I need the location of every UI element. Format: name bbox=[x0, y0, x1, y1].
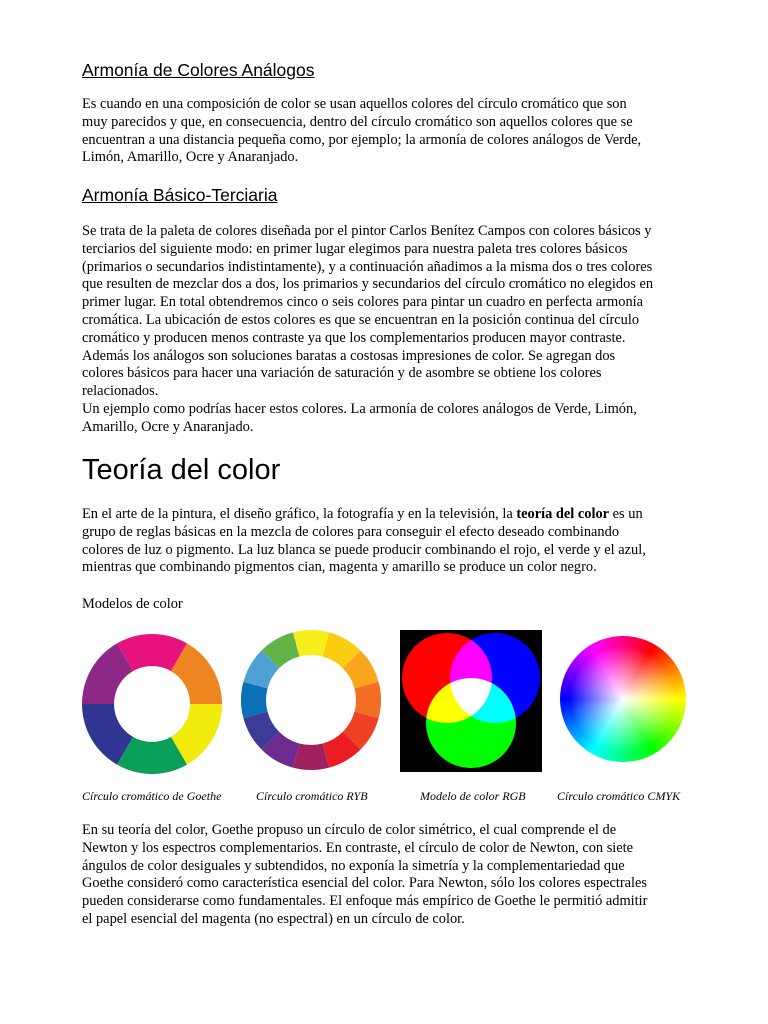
goethe-color-wheel bbox=[81, 633, 223, 775]
text-line: primer lugar. En total obtendremos cinco o seis colores para pintar un cuadro en perfecta armonía bbox=[82, 294, 644, 311]
text-line: cromática. La ubicación de estos colores es que se encuentran en la posición continua del círculo bbox=[82, 311, 640, 328]
text-line: Limón, Amarillo, Ocre y Anaranjado. bbox=[82, 149, 299, 166]
paragraph-analogos bbox=[82, 96, 702, 167]
text-line bbox=[82, 506, 702, 524]
text-line: Amarillo, Ocre y Anaranjado. bbox=[82, 418, 254, 435]
text-line: Un ejemplo como podrías hacer estos colores. La armonía de colores análogos de Verde, Limón, bbox=[82, 400, 637, 417]
wheel-segment bbox=[354, 682, 381, 718]
cmyk-color-wheel bbox=[560, 636, 686, 762]
page-title: Teoría del color bbox=[82, 454, 281, 486]
text-run: En el arte de la pintura, el diseño gráfico, la fotografía y en la televisión, la bbox=[82, 506, 517, 522]
text-line: En su teoría del color, Goethe propuso un círculo de color simétrico, el cual comprende el de bbox=[82, 822, 617, 838]
text-line: colores de luz o pigmento. La luz blanca se puede producir combinando el rojo, el verde y el azul, bbox=[82, 541, 646, 558]
heading-basico-terciaria: Armonía Básico-Terciaria bbox=[82, 185, 278, 205]
text-line: muy parecidos y que, en consecuencia, dentro del círculo cromático son aquellos colores que se bbox=[82, 113, 633, 130]
caption-cmyk: Círculo cromático CMYK bbox=[557, 789, 681, 803]
bold-term: teoría del color bbox=[516, 506, 610, 522]
text-line: Además los análogos son soluciones baratas a costosas impresiones de color. Se agregan dos bbox=[82, 347, 616, 364]
text-line: que resulten de mezclar dos a dos, los primarios y secundarios del círculo cromático no elegidos en bbox=[82, 276, 654, 293]
rgb-color-model bbox=[400, 630, 542, 772]
text-line: encuentran a una distancia pequeña como, por ejemplo; la armonía de colores análogos de Verde, bbox=[82, 131, 642, 148]
caption-goethe: Círculo cromático de Goethe bbox=[82, 789, 222, 803]
text-line: colores básicos para hacer una variación de saturación y de asombre se obtiene los colores bbox=[82, 365, 602, 382]
caption-ryb: Círculo cromático RYB bbox=[256, 789, 368, 803]
wheel-segment bbox=[241, 682, 268, 718]
text-line: Newton y los espectros complementarios. En contraste, el círculo de color de Newton, con siete bbox=[82, 839, 634, 856]
text-line: ángulos de color desiguales y subtendidos, no exponía la simetría y la complementariedad que bbox=[82, 857, 625, 874]
text-line: mientras que combinando pigmentos cian, magenta y amarillo se produce un color negro. bbox=[82, 559, 597, 576]
paragraph-basico-terciaria bbox=[82, 223, 702, 437]
text-line: pueden considerarse como fundamentales. El enfoque más empírico de Goethe le permitió admitir bbox=[82, 893, 648, 910]
text-line: (primarios o secundarios indistintamente), y a continuación añadimos a la misma dos o tres colores bbox=[82, 258, 653, 275]
paragraph-goethe-newton bbox=[82, 822, 702, 929]
ryb-color-wheel bbox=[240, 629, 382, 771]
models-label: Modelos de color bbox=[82, 596, 183, 612]
caption-rgb: Modelo de color RGB bbox=[420, 789, 526, 803]
text-line: grupo de reglas básicas en la mezcla de colores para conseguir el efecto deseado combinando bbox=[82, 523, 620, 540]
text-line: relacionados. bbox=[82, 383, 159, 400]
text-line: terciarios del siguiente modo: en primer lugar elegimos para nuestra paleta tres colores básicos bbox=[82, 240, 628, 257]
text-line: cromático y producen menos contraste ya que los complementarios producen mayor contraste. bbox=[82, 329, 626, 346]
text-line: el papel esencial del magenta (no espectral) en un círculo de color. bbox=[82, 910, 465, 927]
text-line: Se trata de la paleta de colores diseñada por el pintor Carlos Benítez Campos con colores básicos y bbox=[82, 223, 652, 239]
text-line: Es cuando en una composición de color se usan aquellos colores del círculo cromático que son bbox=[82, 96, 627, 112]
wheel-segment bbox=[293, 630, 329, 657]
text-run: es un bbox=[609, 506, 643, 522]
heading-analogos: Armonía de Colores Análogos bbox=[82, 60, 315, 80]
wheel-segment bbox=[293, 743, 329, 770]
green-circle bbox=[426, 678, 516, 768]
paragraph-teoria bbox=[82, 506, 702, 577]
text-line: Goethe consideró como característica esencial del color. Para Newton, sólo los colores espectrales bbox=[82, 875, 648, 892]
